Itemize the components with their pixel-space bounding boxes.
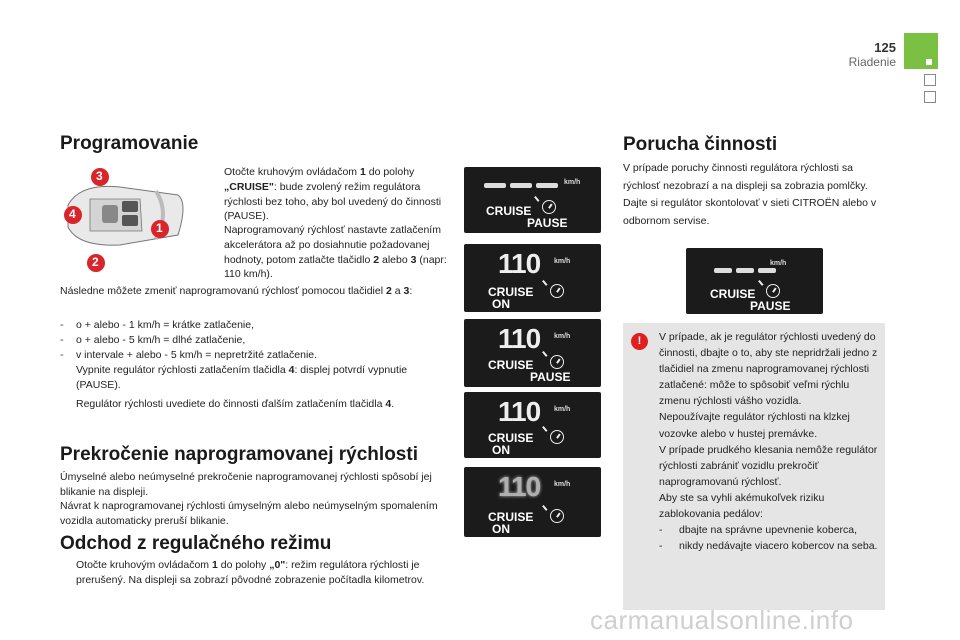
chapter-tab[interactable] [924,91,936,103]
warning-list-item: - dbajte na správne upevnenie koberca, [659,524,858,537]
lever-drawing [60,165,190,275]
cluster-display-on: 110 km/h CRUISE ON [464,392,601,458]
watermark: carmanualsonline.info [590,605,854,635]
section-title-fault: Porucha činnosti [623,134,778,155]
warning-icon: ! [631,333,648,350]
chapter-tab-active[interactable] [904,33,938,69]
callout-1: 1 [156,221,163,235]
warning-box [623,323,885,610]
warning-list-item: - nikdy nedávajte viacero kobercov na seba. [659,540,878,553]
callout-4: 4 [69,207,76,221]
adjust-intro: Následne môžete zmeniť naprogramovanú rýchlosť pomocou tlačidiel 2 a 3: [60,285,413,297]
gauge-icon [550,509,564,523]
gauge-icon [542,200,556,214]
overspeed-text-2: Návrat k naprogramovanej rýchlosti úmyselným alebo neúmyselným spomalením vozidla automaticky preruší blikanie. [60,500,438,527]
callout-3: 3 [96,169,103,183]
cluster-display-pause: 110 km/h CRUISE PAUSE [464,319,601,387]
warning-paragraph: V prípade, ak je regulátor rýchlosti uvedený do činnosti, dbajte o to, aby ste nepridržali jedno z tlačidiel na zmenu naprogramovanej rýchlosti zatlačené: môže to spôsobiť veľmi rýchlu zmenu rýchlosti vášho vozidla. [659,331,878,408]
page-number: 125 [874,40,896,55]
section-title-programming: Programovanie [60,133,199,154]
warning-paragraph: Nepoužívajte regulátor rýchlosti na klzkej vozovke alebo v hustej premávke. [659,411,850,440]
gauge-icon [766,284,780,298]
section-title-exit: Odchod z regulačného režimu [60,533,332,554]
cluster-display-fault: km/h CRUISE PAUSE [686,248,823,314]
section-name: Riadenie [848,55,896,69]
section-title-overspeed: Prekročenie naprogramovanej rýchlosti [60,444,418,465]
gauge-icon [550,355,564,369]
warning-paragraph: Aby ste sa vyhli akémukoľvek riziku zablokovania pedálov: [659,491,825,521]
warning-paragraph: V prípade prudkého klesania nemôže regulátor rýchlosti zabrániť vozidlu prekročiť naprogramovanú rýchlosť. [659,443,878,488]
warning-text [659,329,881,554]
gauge-icon [550,284,564,298]
overspeed-text-1: Úmyselné alebo neúmyselné prekročenie naprogramovanej rýchlosti spôsobí jej blikanie na displeji. [60,471,432,498]
cruise-lever-illustration [60,165,190,275]
chapter-tab[interactable] [924,74,936,86]
fault-text: V prípade poruchy činnosti regulátora rýchlosti sa rýchlosť nezobrazí a na displeji sa zobrazia pomlčky. Dajte si regulátor skontolovať v sieti CITROËN alebo v odbornom servise. [623,162,877,227]
cluster-display-on: 110 km/h CRUISE ON [464,244,601,312]
gauge-icon [550,430,564,444]
cluster-display-pause-dashes: km/h CRUISE PAUSE [464,167,601,233]
cluster-display-on-blinking: 110 km/h CRUISE ON [464,467,601,537]
tab-mark-icon [926,59,932,65]
callout-2: 2 [92,255,99,269]
